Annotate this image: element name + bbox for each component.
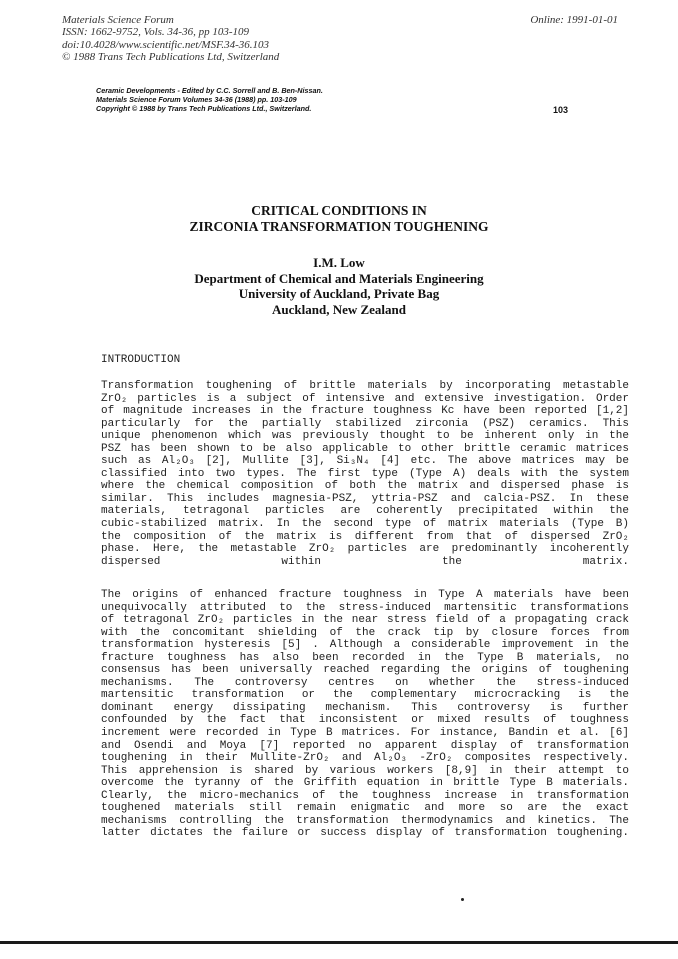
text-line: The origins of enhanced fracture toughness in Type A materials have been [101, 589, 629, 601]
text-line: toughening in their Mullite-ZrO₂ and Al₂O₃ -ZrO₂ composites respectively. [101, 752, 629, 765]
paragraph-2 [101, 589, 629, 840]
text-line: with the concomitant shielding of the crack tip by closure forces from [101, 626, 629, 639]
author-name: I.M. Low [313, 255, 365, 270]
text-line: mechanisms. The controversy centres on whether the stress-induced [101, 676, 629, 689]
text-line: similar. This includes magnesia-PSZ, yttria-PSZ and calcia-PSZ. In these [101, 492, 629, 505]
text-line: Transformation toughening of brittle materials by incorporating metastable [101, 380, 629, 392]
text-line: latter dictates the failure or success display of transformation toughening. [101, 827, 629, 840]
paper-title-line-1: CRITICAL CONDITIONS IN [251, 203, 427, 218]
text-line: materials, tetragonal particles are coherently precipitated within the [101, 505, 629, 518]
book-header-line-1: Ceramic Developments - Edited by C.C. Sorrell and B. Ben-Nissan. [96, 86, 323, 95]
text-line: mechanisms controlling the transformation thermodynamics and kinetics. The [101, 814, 629, 827]
page-number: 103 [553, 105, 569, 115]
text-line: ZrO₂ particles is a subject of intensive and extensive investigation. Order [101, 392, 629, 405]
text-line: where the chemical composition of both the matrix and dispersed phase is [101, 480, 629, 493]
text-line: fracture toughness has also been recorded in the Type B materials, no [101, 651, 629, 664]
book-header-line-2: Materials Science Forum Volumes 34-36 (1988) pp. 103-109 [96, 95, 297, 104]
journal-name: Materials Science Forum [62, 14, 174, 26]
paper-title [0, 203, 678, 234]
issn-line: ISSN: 1662-9752, Vols. 34-36, pp 103-109 [62, 26, 249, 39]
paragraph-1 [101, 380, 629, 568]
text-line: martensitic transformation or the complementary microcracking is the [101, 689, 629, 702]
text-line: particularly for the partially stabilized zirconia (PSZ) ceramics. This [101, 417, 629, 430]
text-line: dominant energy dissipating mechanism. This controversy is further [101, 701, 629, 714]
text-line: overcome the tyranny of the Griffith equation in brittle Type B materials. [101, 777, 629, 790]
paper-title-line-2: ZIRCONIA TRANSFORMATION TOUGHENING [189, 218, 489, 234]
text-line: dispersed within the matrix. [101, 555, 629, 568]
text-line: such as Al₂O₃ [2], Mullite [3], Si₃N₄ [4] etc. The above matrices may be [101, 455, 629, 468]
text-line: confounded by the fact that inconsistent or mixed results of toughness [101, 714, 629, 727]
text-line: phase. Here, the metastable ZrO₂ particles are predominantly incoherently [101, 543, 629, 556]
bottom-rule [0, 941, 678, 944]
book-header-line-3: Copyright © 1988 by Trans Tech Publications Ltd., Switzerland. [96, 104, 312, 113]
book-header [96, 86, 323, 113]
text-line: and Osendi and Moya [7] reported no apparent display of transformation [101, 739, 629, 752]
text-line: unique phenomenon which was previously thought to be inherent only in the [101, 430, 629, 443]
text-line: increment were recorded in Type B matrices. For instance, Bandin et al. [6] [101, 727, 629, 740]
section-heading: INTRODUCTION [101, 354, 181, 366]
text-line: toughened materials still remain enigmatic and more so are the exact [101, 802, 629, 815]
text-line: the composition of the matrix is different from that of dispersed ZrO₂ [101, 530, 629, 543]
text-line: This apprehension is shared by various workers [8,9] in their attempt to [101, 764, 629, 777]
online-date: Online: 1991-01-01 [530, 14, 618, 26]
publication-metadata [62, 14, 279, 64]
text-line: PSZ has been shown to be also applicable to other brittle ceramic matrices [101, 442, 629, 455]
text-line: of magnitude increases in the fracture toughness Kc have been reported [1,2] [101, 405, 629, 418]
doi-link[interactable]: doi:10.4028/www.scientific.net/MSF.34-36.103 [62, 38, 270, 51]
author-city: Auckland, New Zealand [272, 301, 406, 317]
stray-mark [461, 898, 464, 901]
text-line: transformation hysteresis [5] . Although a considerable improvement in the [101, 639, 629, 652]
text-line: unequivocally attributed to the stress-induced martensitic transformations [101, 601, 629, 614]
text-line: of tetragonal ZrO₂ particles in the near stress field of a propagating crack [101, 614, 629, 627]
text-line: Clearly, the micro-mechanics of the toughness increase in transformation [101, 789, 629, 802]
text-line: cubic-stabilized matrix. In the second type of matrix materials (Type B) [101, 518, 629, 531]
author-department: Department of Chemical and Materials Engineering [194, 270, 484, 286]
author-university: University of Auckland, Private Bag [238, 286, 440, 302]
text-line: consensus has been universally reached regarding the origins of toughening [101, 664, 629, 677]
text-line: classified into two types. The first type (Type A) deals with the system [101, 467, 629, 480]
copyright-line: © 1988 Trans Tech Publications Ltd, Switzerland [62, 51, 280, 64]
author-block [0, 255, 678, 317]
